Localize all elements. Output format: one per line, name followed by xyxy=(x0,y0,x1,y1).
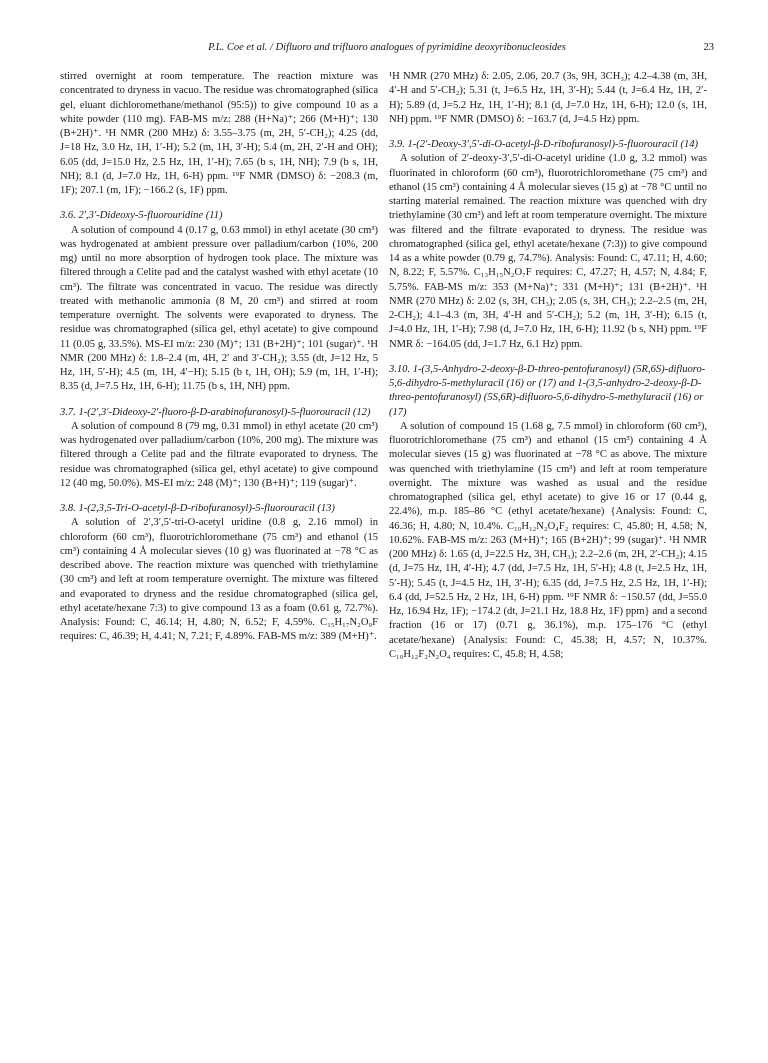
section-heading-3-7: 3.7. 1-(2′,3′-Dideoxy-2′-fluoro-β-D-arabinofuranosyl)-5-fluorouracil (12) xyxy=(60,406,371,418)
page-number: 23 xyxy=(703,42,714,53)
paragraph-compound-10-continued: stirred overnight at room temperature. The reaction mixture was concentrated to dryness in vacuo. The residue was chromatographed (silica gel, eluant dichloromethane/methanol (95:5)) to give compound 10 as a white powder (110 mg). FAB-MS m/z: 288 (H+Na)⁺; 266 (M+H)⁺; 130 (B+2H)⁺. ¹H NMR (200 MHz) δ: 3.55–3.75 (m, 2H, 5′-CH₂); 4.25 (dd, J=18 Hz, 3.0 Hz, 1H, 1′-H); 5.2 (m, 1H, 3′-H); 5.4 (m, 2H, 2′-H and OH); 6.05 (dd, J=15.0 Hz, 2.5 Hz, 1H, 1′-H); 7.65 (b s, 1H, NH); 7.9 (b s, 1H, NH); 8.1 (d, J=7.0 Hz, 1H, 6-H) ppm. ¹⁹F NMR (DMSO) δ: −208.3 (m, 1F); 207.1 (m, 1F); −166.2 (s, 1F) ppm. xyxy=(60,71,378,196)
running-head: P.L. Coe et al. / Difluoro and trifluoro analogues of pyrimidine deoxyribonucleosides xyxy=(208,42,566,53)
right-column xyxy=(389,70,707,662)
paragraph-compound-13-nmr: ¹H NMR (270 MHz) δ: 2.05, 2.06, 20.7 (3s, 9H, 3CH₃); 4.2–4.38 (m, 3H, 4′-H and 5′-CH₂); 5.31 (t, J=6.5 Hz, 1H, 3′-H); 5.44 (t, J=6.4 Hz, 1H, 2′-H); 5.89 (d, J=5.2 Hz, 1H, 1′-H); 8.1 (d, J=7.0 Hz, 1H, 6-H); 12.0 (s, 1H, NH) ppm. ¹⁹F NMR (DMSO) δ: −163.7 (d, J=4.5 Hz) ppm. xyxy=(389,71,707,125)
section-heading-3-10: 3.10. 1-(3,5-Anhydro-2-deoxy-β-D-threo-pentofuranosyl) (5R,6S)-difluoro-5,6-dihydro-5-methyluracil (16) or (17) and 1-(3,5-anhydro-2-deoxy-β-D-threo-pentofuranosyl) (5S,6R)-difluoro-5,6-dihydro-5-methyluracil (16) or (17) xyxy=(389,363,706,418)
paragraph-section-3-6: A solution of compound 4 (0.17 g, 0.63 mmol) in ethyl acetate (30 cm³) was hydrogenated at ambient pressure over palladium/carbon (10%, 200 mg) until no more absorption of hydrogen took place. The mixture was filtered through a Celite pad and the catalyst washed with ethyl acetate (10 cm³). The filtrate was concentrated in vacuo. The residue was directly treated with methanolic ammonia (8 M, 20 cm³) and stirred at room temperature overnight. The solvents were evaporated to dryness. The residue was chromatographed (silica gel, ethyl acetate) to give compound 11 (0.05 g, 33.5%). MS-EI m/z: 230 (M)⁺; 131 (B+2H)⁺; 101 (sugar)⁺. ¹H NMR (200 MHz) δ: 1.8–2.4 (m, 4H, 2′ and 3′-CH₂); 3.55 (dt, J=12 Hz, 5 Hz, 1H, 5′-H); 4.5 (m, 1H, 4′−H); 5.15 (b t, 1H, OH); 5.9 (m, 1H, 1′-H); 8.35 (d, J=7.5 Hz, 1H, 6-H); 11.75 (b s, 1H, NH) ppm. xyxy=(60,224,378,393)
paragraph-section-3-9: A solution of 2′-deoxy-3′,5′-di-O-acetyl uridine (1.0 g, 3.2 mmol) was fluorinated in chloroform (60 cm³), fluorotrichloromethane (75 cm³) and ethanol (15 cm³) containing 4 Å molecular sieves (15 g) at −78 °C until no starting material remained. The reaction mixture was quenched with dry triethylamine (30 cm³) and left at room temperature overnight. The mixture was filtered and the filtrate evaporated to dryness. The residue was chromatographed (silica gel, ethyl acetate/hexane (7:3)) to give compound 14 as a white powder (0.79 g, 74.7%). Analysis: Found: C, 47.11; H, 4.60; N, 8.22; F, 5.57%. C₁₃H₁₅N₂O₇F requires: C, 47.27; H, 4.57; N, 4.84; F, 5.75%. FAB-MS m/z: 353 (M+Na)⁺; 331 (M+H)⁺; 131 (B+2H)⁺. ¹H NMR (270 MHz) δ: 2.02 (s, 3H, CH₃); 2.05 (s, 3H, CH₃); 2.2–2.5 (m, 2H, 2-CH₂); 4.1–4.3 (m, 3H, 4′-H and 5′-CH₂); 5.2 (m, 1H, 3′-H); 6.15 (t, J=4.0 Hz, 1H, 1′-H); 7.98 (d, J=7.0 Hz, 1H, 6-H); 11.92 (b s, NH) ppm. ¹⁹F NMR δ: −164.05 (dd, J=1.7 Hz, 6.1 Hz) ppm. xyxy=(389,153,707,350)
left-column xyxy=(60,70,378,645)
paragraph-section-3-8: A solution of 2′,3′,5′-tri-O-acetyl uridine (0.8 g, 2.16 mmol) in chloroform (60 cm³), fluorotrichloromethane (75 cm³) and ethanol (15 cm³) containing 4 Å molecular sieves (10 g) was fluorinated at −78 °C as described above. The reaction mixture was quenched with triethylamine (30 cm³) and left at room temperature overnight. The mixture was filtered and evaporated to dryness and the residue chromatographed (silica gel, ethyl acetate/hexane 7:3) to give compound 13 as a foam (0.61 g, 72.7%). Analysis: Found: C, 46.14; H, 4.80; N, 6.52; F, 4.59%. C₁₅H₁₇N₂O₉F requires: C, 46.39; H, 4.41; N, 7.21; F, 4.89%. FAB-MS m/z: 389 (M+H)⁺. xyxy=(60,517,378,643)
section-heading-3-9: 3.9. 1-(2′-Deoxy-3′,5′-di-O-acetyl-β-D-ribofuranosyl)-5-fluorouracil (14) xyxy=(389,139,699,150)
paragraph-section-3-10: A solution of compound 15 (1.68 g, 7.5 mmol) in chloroform (60 cm³), fluorotrichloromethane (75 cm³) and ethanol (15 cm³) containing 4 Å molecular sieves (15 g) was fluorinated at −78 °C as above. The mixture was quenched with triethylamine (15 cm³) and left at room temperature overnight. The mixture was washed as usual and the residue chromatographed (silica gel, ethyl acetate) to give 16 or 17 (0.44 g, 22.4%), m.p. 185–86 °C (ethyl acetate/hexane) {Analysis: Found: C, 46.36; H, 4.80; N, 10.4%. C₁₀H₁₂N₂O₄F₂ requires: C, 45.80; H, 4.58; N, 10.62%. FAB-MS m/z: 263 (M+H)⁺; 165 (B+2H)⁺; 99 (sugar)⁺. ¹H NMR (200 MHz) δ: 1.65 (d, J=22.5 Hz, 3H, CH₃); 2.2–2.6 (m, 2H, 2′-CH₂); 4.15 (d, J=75 Hz, 1H, 4′-H); 4.7 (dd, J=7.5 Hz, 1H, 5′-H); 4.8 (t, J=2.5 Hz, 1H, 5′-H); 5.45 (t, J=4.5 Hz, 1H, 3′-H); 6.35 (dd, J=7.5 Hz, 2.5 Hz, 1H, 1′-H); 6.4 (dd, J=52.5 Hz, 2 Hz, 1H, 6-H) ppm. ¹⁹F NMR δ: −150.57 (dd, J=55.0 Hz, 16.94 Hz, 1F); −174.2 (dt, J=21.1 Hz, 18.8 Hz, 1F) ppm} and a second fraction (16 or 17) (0.71 g, 36.1%), m.p. 175–176 °C (ethyl acetate/hexane) {Analysis: Found: C, 45.38; H, 4.57; N, 10.37%. C₁₀H₁₂F₂N₂O₄ requires: C, 45.8; H, 4.58; xyxy=(389,420,707,660)
paragraph-section-3-7: A solution of compound 8 (79 mg, 0.31 mmol) in ethyl acetate (20 cm³) was hydrogenated over palladium/carbon (10%, 200 mg). The mixture was filtered through a Celite pad and the filtrate evaporated to dryness. The residue was chromatographed (silica gel, ethyl acetate) to give compound 12 (40 mg, 50.0%). MS-EI m/z: 248 (M)⁺; 130 (B+H)⁺; 119 (sugar)⁺. xyxy=(60,420,378,489)
section-heading-3-8: 3.8. 1-(2,3,5-Tri-O-acetyl-β-D-ribofuranosyl)-5-fluorouracil (13) xyxy=(60,503,335,514)
section-heading-3-6: 3.6. 2′,3′-Dideoxy-5-fluorouridine (11) xyxy=(60,210,223,222)
